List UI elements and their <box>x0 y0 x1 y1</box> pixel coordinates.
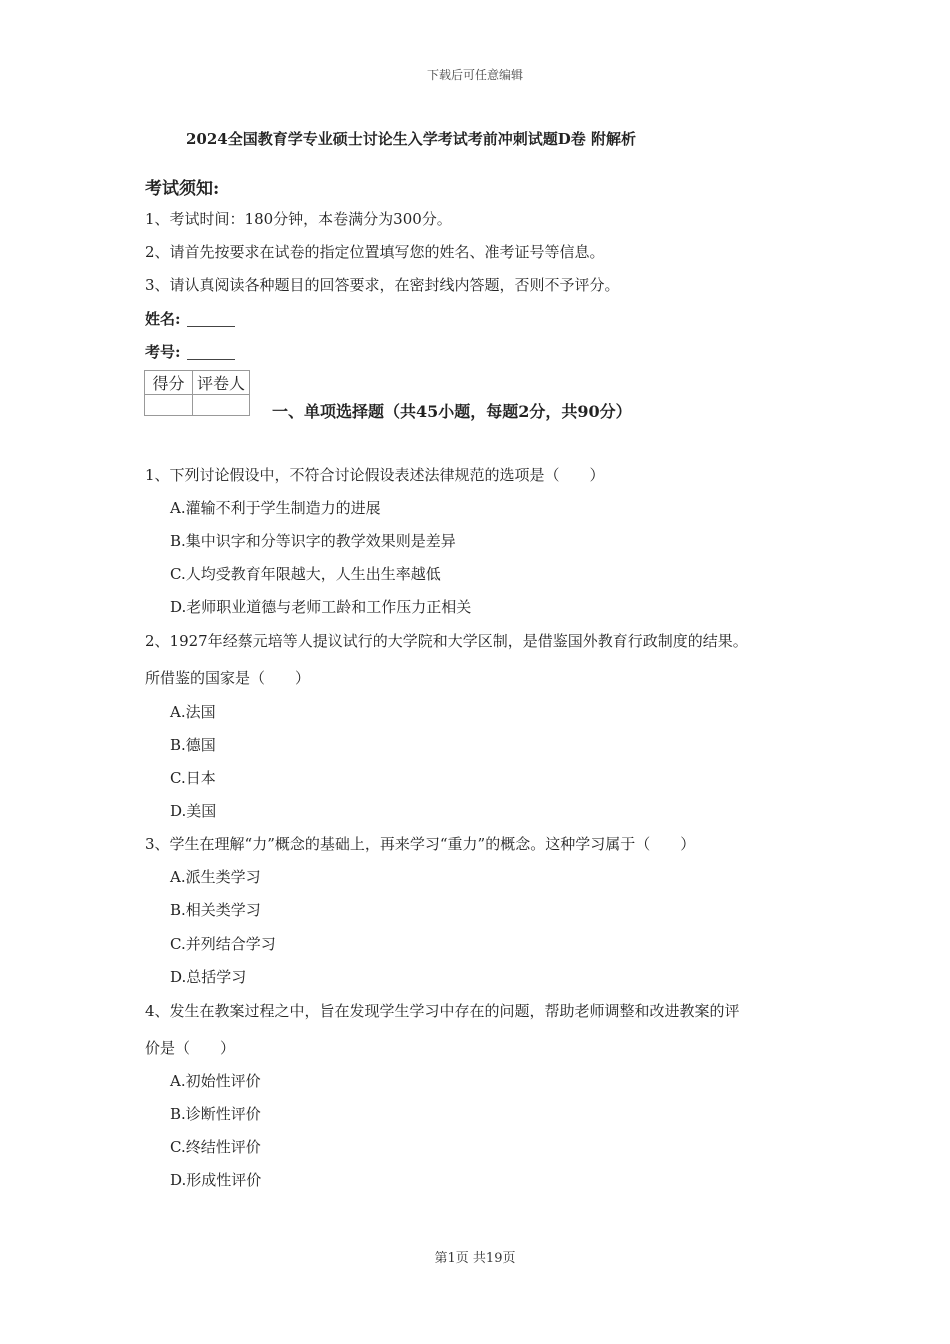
option: B.德国 <box>170 736 216 754</box>
id-field <box>145 341 235 362</box>
grader-cell <box>193 395 250 416</box>
option: B.集中识字和分等识字的教学效果则是差异 <box>170 532 456 550</box>
name-label: 姓名: <box>145 310 181 328</box>
option: A.灌输不利于学生制造力的进展 <box>170 499 381 517</box>
id-label: 考号: <box>145 343 181 361</box>
option: D.总括学习 <box>170 968 247 986</box>
name-field <box>145 308 235 329</box>
option: A.法国 <box>170 703 216 721</box>
score-header: 得分 <box>145 371 193 395</box>
option: C.并列结合学习 <box>170 935 276 953</box>
question-2: 2、1927年经蔡元培等人提议试行的大学院和大学区制，是借鉴国外教育行政制度的结果。 <box>145 632 748 650</box>
option: C.人均受教育年限越大，人生出生率越低 <box>170 565 441 583</box>
section-heading: 一、单项选择题（共45小题，每题2分，共90分） <box>272 402 632 421</box>
option: C.日本 <box>170 769 216 787</box>
id-blank <box>187 345 235 360</box>
grader-header: 评卷人 <box>193 371 250 395</box>
document-title: 2024全国教育学专业硕士讨论生入学考试考前冲刺试题D卷 附解析 <box>186 130 636 148</box>
notice-item: 2、请首先按要求在试卷的指定位置填写您的姓名、准考证号等信息。 <box>145 243 605 261</box>
option: B.诊断性评价 <box>170 1105 261 1123</box>
question-3: 3、学生在理解“力”概念的基础上，再来学习“重力”的概念。这种学习属于（ ） <box>145 835 696 853</box>
notice-heading: 考试须知: <box>145 179 220 199</box>
option: D.美国 <box>170 802 217 820</box>
question-1: 1、下列讨论假设中，不符合讨论假设表述法律规范的选项是（ ） <box>145 466 605 484</box>
question-4: 4、发生在教案过程之中，旨在发现学生学习中存在的问题，帮助老师调整和改进教案的评 <box>145 1002 740 1020</box>
option: D.老师职业道德与老师工龄和工作压力正相关 <box>170 598 472 616</box>
option: D.形成性评价 <box>170 1171 262 1189</box>
option: B.相关类学习 <box>170 901 261 919</box>
option: C.终结性评价 <box>170 1138 261 1156</box>
notice-item: 1、考试时间：180分钟，本卷满分为300分。 <box>145 210 452 228</box>
name-blank <box>187 312 235 327</box>
header-note: 下载后可任意编辑 <box>426 68 523 82</box>
question-4-continued: 价是（ ） <box>145 1039 236 1057</box>
score-cell <box>145 395 193 416</box>
option: A.派生类学习 <box>170 868 261 886</box>
notice-item: 3、请认真阅读各种题目的回答要求，在密封线内答题，否则不予评分。 <box>145 276 620 294</box>
question-2-continued: 所借鉴的国家是（ ） <box>145 669 311 687</box>
page-footer: 第1页 共19页 <box>434 1251 516 1266</box>
score-table <box>144 370 250 416</box>
option: A.初始性评价 <box>170 1072 261 1090</box>
